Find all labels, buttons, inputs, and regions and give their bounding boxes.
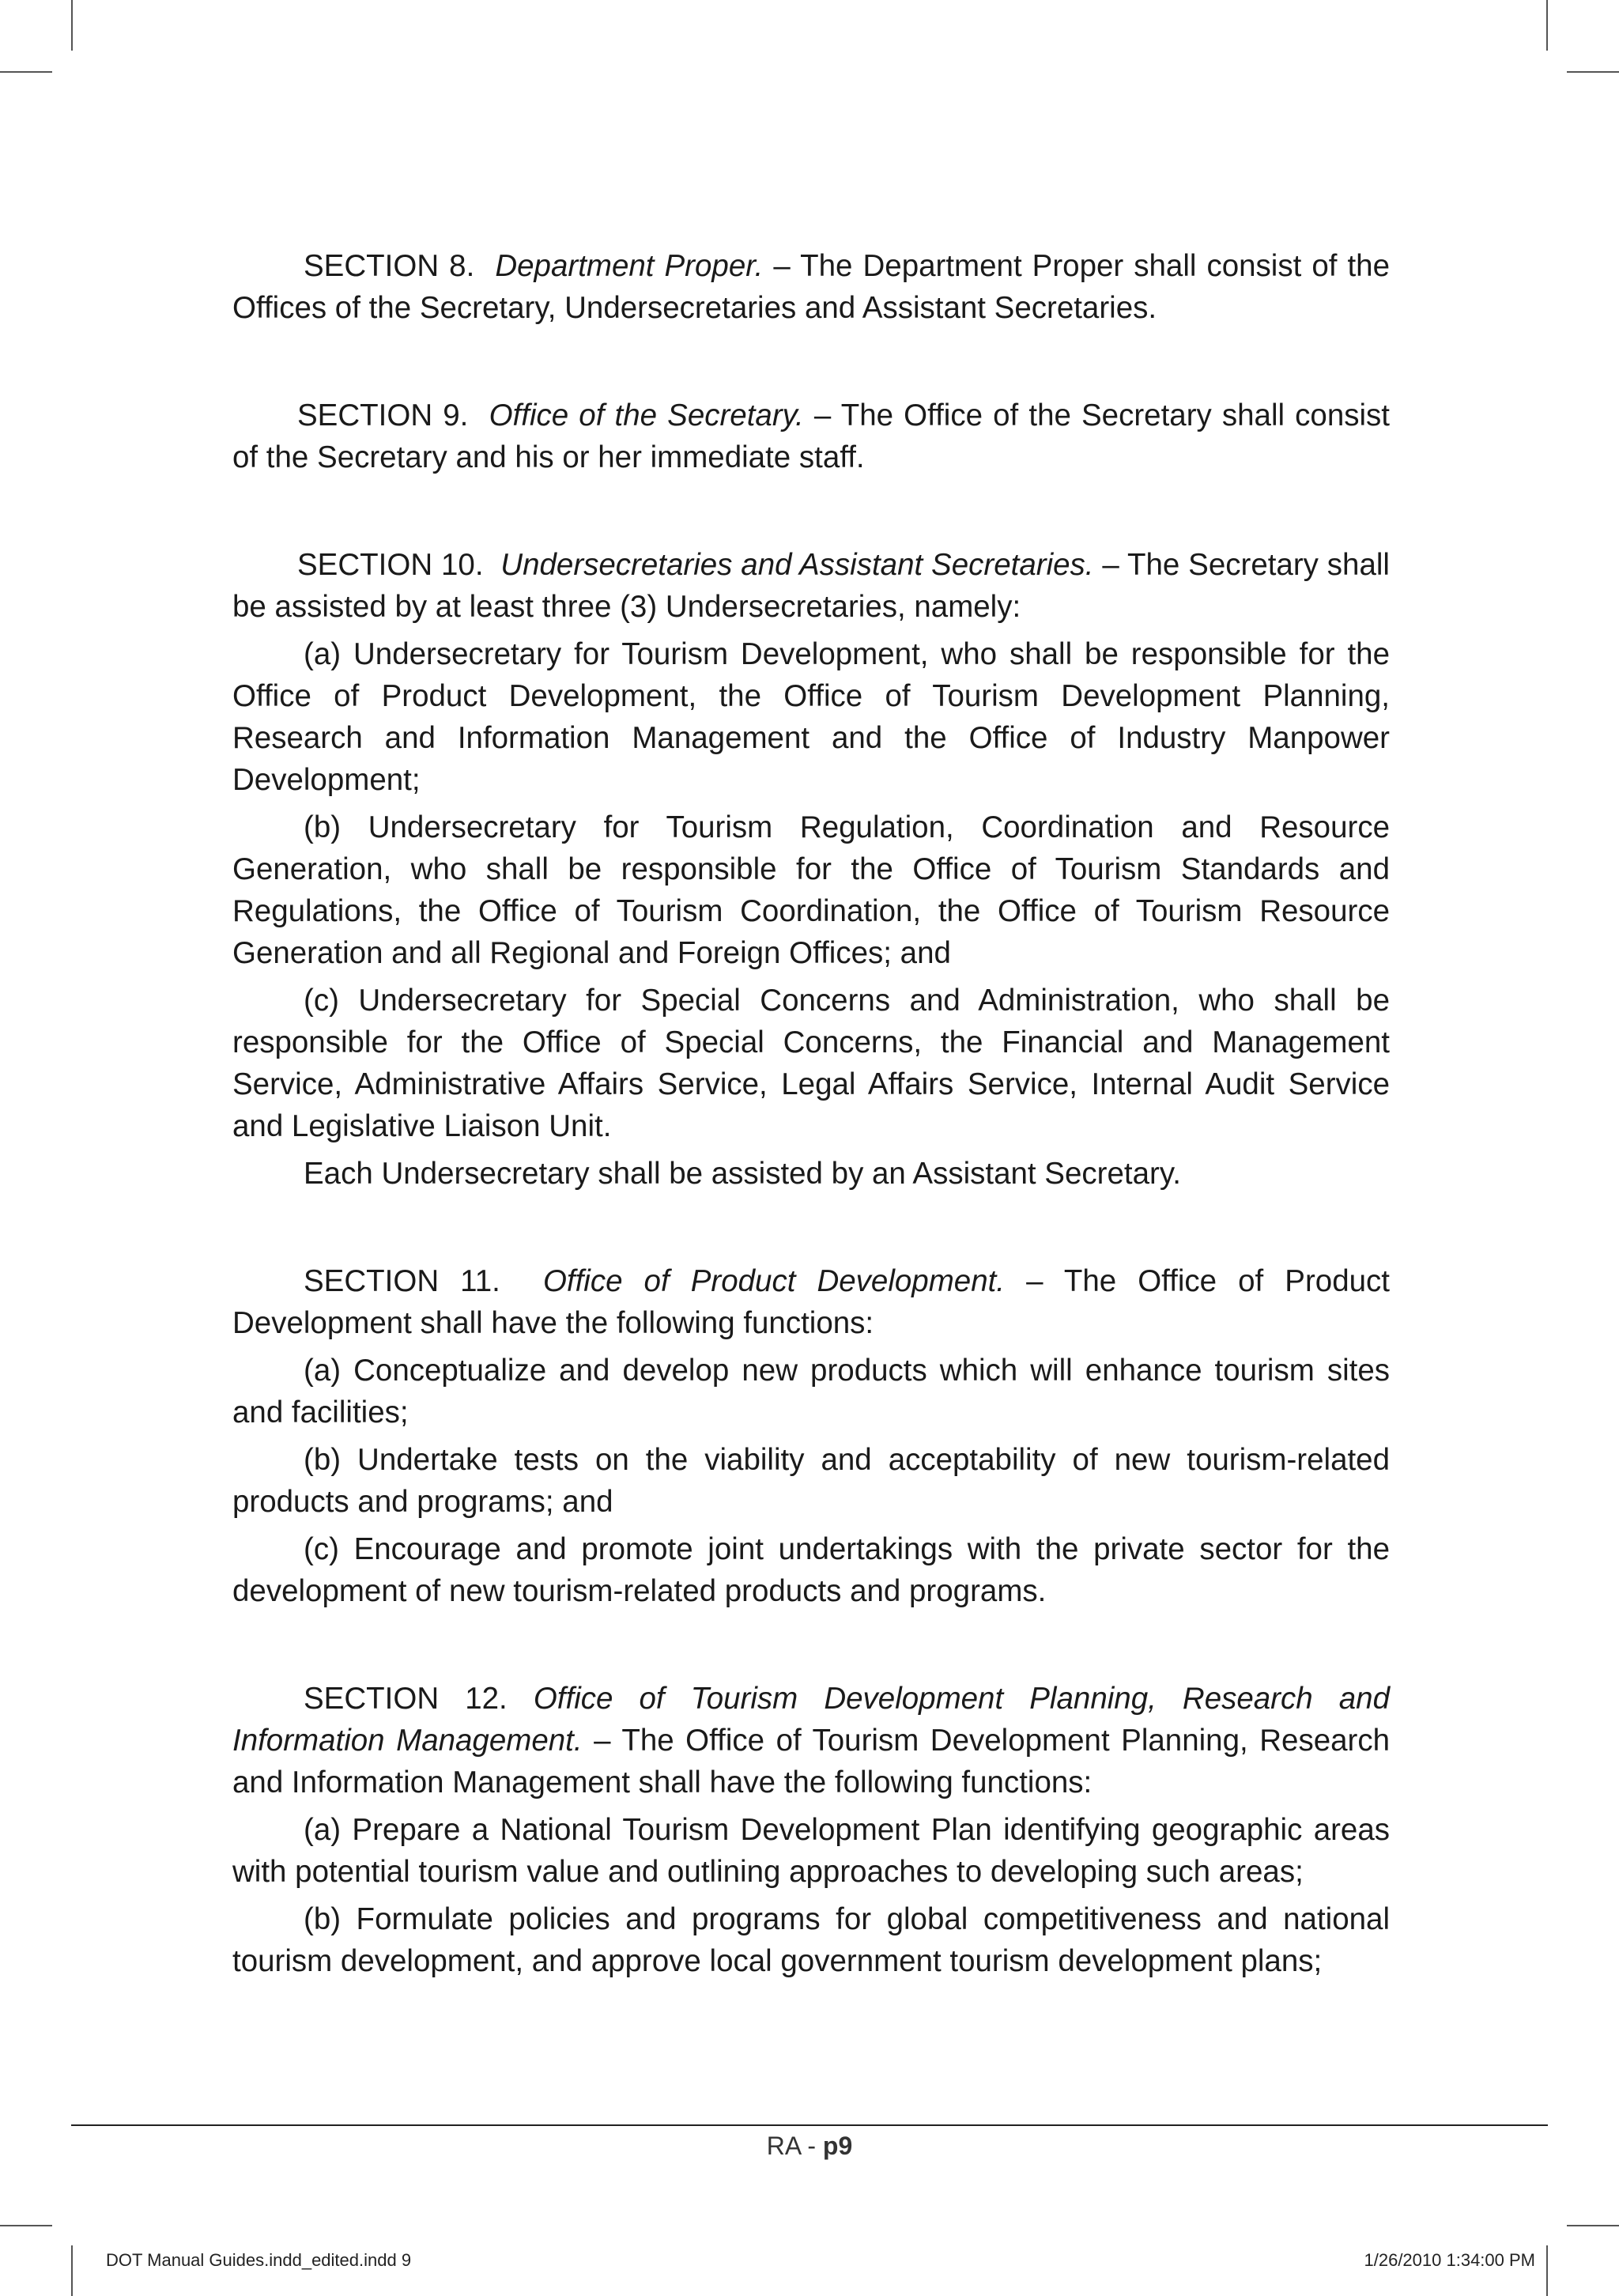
section-text: – The Secretary shall be assisted by at least three (3) Undersecretaries, namely: bbox=[232, 548, 1390, 624]
section-8 bbox=[232, 245, 1390, 329]
crop-mark-top-right-vertical bbox=[1546, 0, 1548, 51]
page-body bbox=[232, 245, 1390, 1982]
section-title: Office of the Secretary. bbox=[489, 398, 804, 432]
crop-mark-bottom-right-vertical bbox=[1546, 2245, 1548, 2296]
list-item: (b) Formulate policies and programs for global competitiveness and national tourism development, and approve local government tourism development plans; bbox=[232, 1902, 1390, 1978]
section-heading: SECTION 8. bbox=[304, 249, 475, 283]
list-item: (c) Undersecretary for Special Concerns and Administration, who shall be responsible for the Office of Special Concerns, the Financial and Management Service, Administrative Affairs Service, Legal Affairs Service, Internal Audit Service and Legislative Liaison Unit. bbox=[232, 984, 1390, 1143]
crop-mark-top-left-vertical bbox=[71, 0, 73, 51]
section-11 bbox=[232, 1260, 1390, 1344]
section-text: – The Office of Product Development shall have the following functions: bbox=[232, 1264, 1390, 1340]
slug-timestamp: 1/26/2010 1:34:00 PM bbox=[1364, 2250, 1535, 2270]
section-title: Department Proper. bbox=[495, 249, 764, 283]
crop-mark-top-left-horizontal bbox=[0, 71, 52, 73]
crop-mark-bottom-left-vertical bbox=[71, 2245, 73, 2296]
crop-mark-top-right-horizontal bbox=[1567, 71, 1619, 73]
page-number: p9 bbox=[822, 2132, 853, 2160]
list-item: (b) Undertake tests on the viability and acceptability of new tourism-related products and programs; and bbox=[232, 1443, 1390, 1519]
section-title: Undersecretaries and Assistant Secretaries. bbox=[500, 548, 1094, 582]
list-item: (b) Undersecretary for Tourism Regulation, Coordination and Resource Generation, who shall be responsible for the Office of Tourism Standards and Regulations, the Office of Tourism Coordination, the Office of Tourism Resource Generation and all Regional and Foreign Offices; and bbox=[232, 810, 1390, 970]
section-heading: SECTION 9. bbox=[297, 398, 469, 432]
list-item: (a) Prepare a National Tourism Development Plan identifying geographic areas with potential tourism value and outlining approaches to developing such areas; bbox=[232, 1813, 1390, 1889]
footer-rule bbox=[71, 2124, 1548, 2126]
page-folio bbox=[0, 2132, 1619, 2161]
section-12 bbox=[232, 1678, 1390, 1803]
section-closing: Each Undersecretary shall be assisted by an Assistant Secretary. bbox=[304, 1157, 1181, 1191]
section-heading: SECTION 12. bbox=[304, 1682, 508, 1716]
section-title: Office of Tourism Development Planning, Research and Information Management. bbox=[232, 1682, 1391, 1758]
list-item: (a) Conceptualize and develop new products which will enhance tourism sites and facilities; bbox=[232, 1354, 1390, 1429]
folio-prefix: RA - bbox=[766, 2132, 816, 2160]
section-9 bbox=[232, 395, 1390, 478]
section-title: Office of Product Development. bbox=[542, 1264, 1005, 1298]
section-heading: SECTION 11. bbox=[304, 1264, 500, 1298]
section-text: – The Office of Tourism Development Planning, Research and Information Management shall have the following functions: bbox=[232, 1724, 1390, 1799]
slug-filename: DOT Manual Guides.indd_edited.indd 9 bbox=[106, 2250, 412, 2270]
section-heading: SECTION 10. bbox=[297, 548, 484, 582]
list-item: (c) Encourage and promote joint undertakings with the private sector for the development of new tourism-related products and programs. bbox=[232, 1532, 1390, 1608]
crop-mark-bottom-left-horizontal bbox=[0, 2225, 52, 2226]
section-text: – The Department Proper shall consist of the Offices of the Secretary, Undersecretaries and Assistant Secretaries. bbox=[232, 249, 1390, 325]
crop-mark-bottom-right-horizontal bbox=[1567, 2225, 1619, 2226]
section-text: – The Office of the Secretary shall consist of the Secretary and his or her immediate staff. bbox=[232, 398, 1390, 474]
list-item: (a) Undersecretary for Tourism Development, who shall be responsible for the Office of Product Development, the Office of Tourism Development Planning, Research and Information Management and the Office of Industry Manpower Development; bbox=[232, 637, 1390, 797]
section-10 bbox=[232, 544, 1390, 628]
